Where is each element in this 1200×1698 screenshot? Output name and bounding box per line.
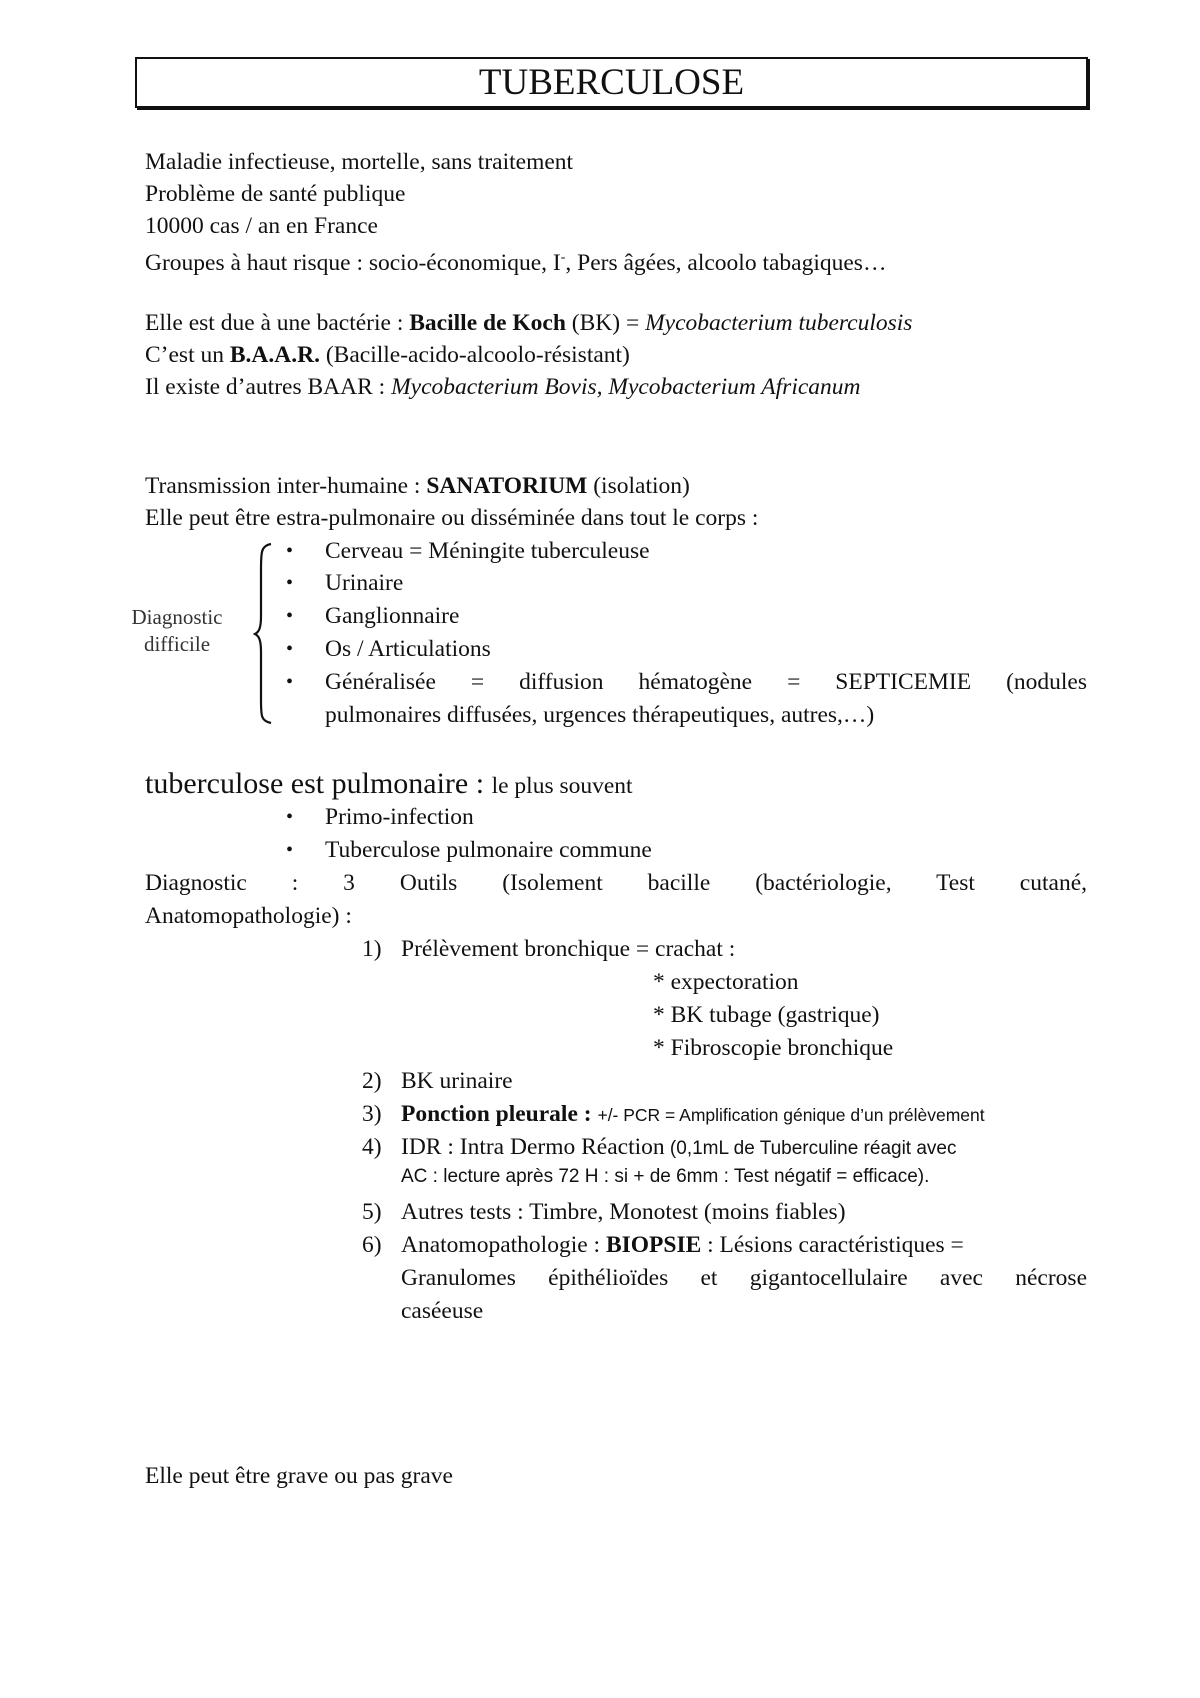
list-item: Urinaire xyxy=(325,570,404,596)
intro-line: Maladie infectieuse, mortelle, sans traitement xyxy=(145,149,574,175)
bullet-icon: • xyxy=(286,605,294,627)
bullet-icon: • xyxy=(286,806,294,828)
bullet-icon: • xyxy=(286,540,294,562)
sub-item: * expectoration xyxy=(653,969,799,995)
step-item: IDR : Intra Dermo Réaction (0,1mL de Tuberculine réagit avec xyxy=(401,1134,957,1160)
list-item-continuation: pulmonaires diffusées, urgences thérapeutiques, autres,…) xyxy=(325,702,875,728)
step-number: 3) xyxy=(362,1101,382,1127)
step-number: 4) xyxy=(362,1134,382,1160)
list-item: Tuberculose pulmonaire commune xyxy=(325,837,652,863)
step-item-continuation: AC : lecture après 72 H : si + de 6mm : Test négatif = efficace). xyxy=(401,1166,930,1187)
step-item-continuation: Granulomes épithélioïdes et gigantocellulaire avec nécrose xyxy=(401,1265,1087,1291)
list-item: Primo-infection xyxy=(325,804,474,830)
bullet-icon: • xyxy=(286,671,294,693)
risk-groups-line: Groupes à haut risque : socio-économique, I-, Pers âgées, alcoolo tabagiques… xyxy=(145,249,887,276)
transmission-line: Transmission inter-humaine : SANATORIUM (isolation) xyxy=(145,473,690,499)
section-heading: tuberculose est pulmonaire : le plus souvent xyxy=(145,767,633,800)
step-item: BK urinaire xyxy=(401,1068,513,1094)
diagnostic-difficile-note: Diagnostic difficile xyxy=(131,605,223,656)
step-item: Ponction pleurale : +/- PCR = Amplification génique d’un prélèvement xyxy=(401,1101,985,1127)
step-number: 6) xyxy=(362,1232,382,1258)
list-item: Ganglionnaire xyxy=(325,603,460,629)
other-baar-line: Il existe d’autres BAAR : Mycobacterium Bovis, Mycobacterium Africanum xyxy=(145,374,861,400)
spread-line: Elle peut être estra-pulmonaire ou disséminée dans tout le corps : xyxy=(145,505,759,531)
diagnostic-line: Diagnostic : 3 Outils (Isolement bacille (bactériologie, Test cutané, xyxy=(145,870,1087,896)
step-item-continuation: caséeuse xyxy=(401,1298,484,1324)
list-item: Os / Articulations xyxy=(325,636,491,662)
step-item: Prélèvement bronchique = crachat : xyxy=(401,936,736,962)
baar-line: C’est un B.A.A.R. (Bacille-acido-alcoolo-résistant) xyxy=(145,342,630,368)
intro-line: Problème de santé publique xyxy=(145,181,406,207)
step-number: 5) xyxy=(362,1199,382,1225)
curly-brace-icon xyxy=(253,540,275,726)
step-item: Autres tests : Timbre, Monotest (moins fiables) xyxy=(401,1199,846,1225)
list-item: Généralisée = diffusion hématogène = SEPTICEMIE (nodules xyxy=(325,669,1087,695)
sub-item: * Fibroscopie bronchique xyxy=(653,1035,894,1061)
bullet-icon: • xyxy=(286,638,294,660)
bullet-icon: • xyxy=(286,839,294,861)
closing-line: Elle peut être grave ou pas grave xyxy=(145,1463,453,1489)
sub-item: * BK tubage (gastrique) xyxy=(653,1002,880,1028)
list-item: Cerveau = Méningite tuberculeuse xyxy=(325,538,650,564)
bullet-icon: • xyxy=(286,572,294,594)
step-item: Anatomopathologie : BIOPSIE : Lésions caractéristiques = xyxy=(401,1232,964,1258)
intro-line: 10000 cas / an en France xyxy=(145,213,378,239)
diagnostic-line: Anatomopathologie) : xyxy=(145,903,352,929)
step-number: 1) xyxy=(362,936,382,962)
page-title: TUBERCULOSE xyxy=(135,57,1088,108)
cause-line: Elle est due à une bactérie : Bacille de Koch (BK) = Mycobacterium tuberculosis xyxy=(145,310,913,336)
step-number: 2) xyxy=(362,1068,382,1094)
